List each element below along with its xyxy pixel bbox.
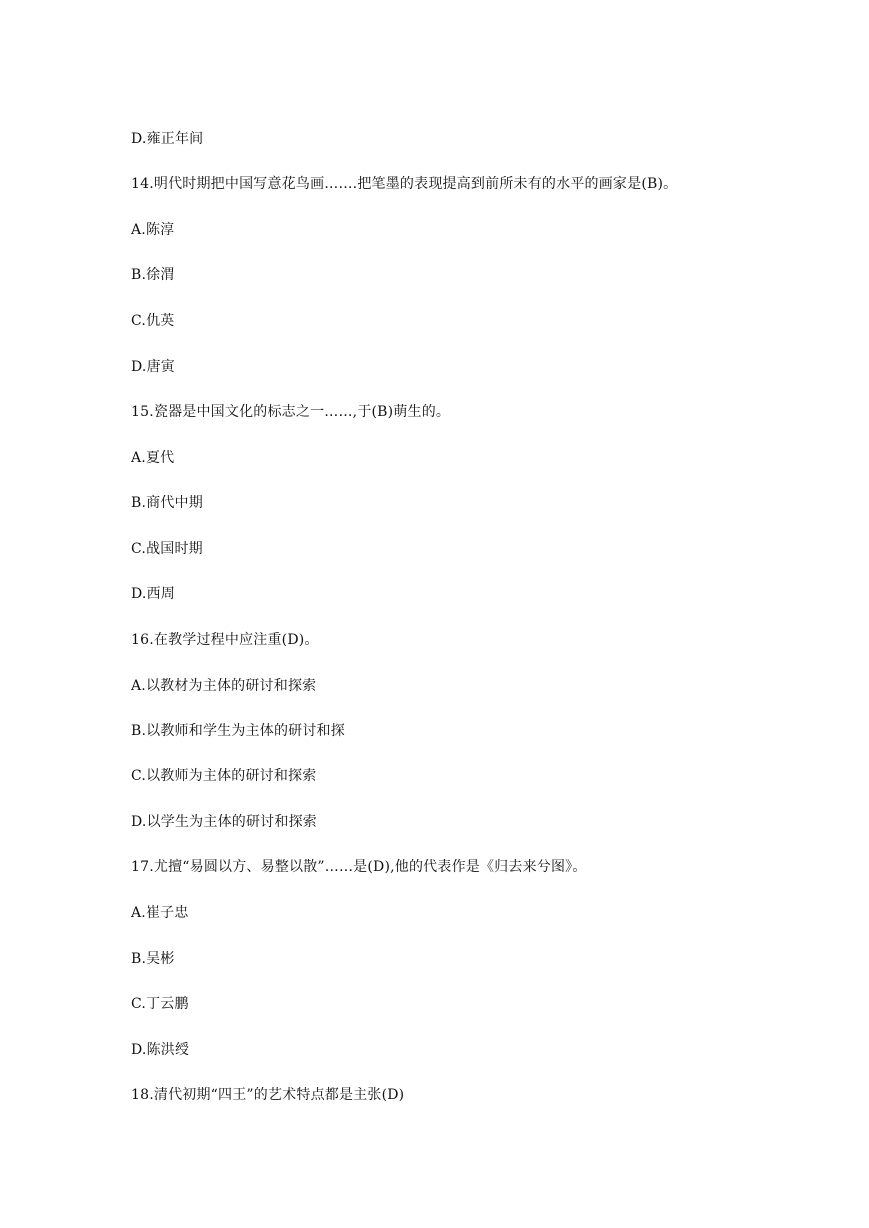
question-17: 17.尤擅“易圆以方、易整以散”……是(D),他的代表作是《归去来兮图》。 [131, 859, 587, 875]
question-16: 16.在教学过程中应注重(D)。 [131, 632, 319, 648]
answer-option-17d: D.陈洪绶 [131, 1042, 190, 1058]
answer-option-14d: D.唐寅 [131, 359, 175, 375]
answer-option-16d: D.以学生为主体的研讨和探索 [131, 814, 317, 830]
answer-option-16c: C.以教师为主体的研讨和探索 [131, 768, 317, 784]
answer-option-14b: B.徐渭 [131, 267, 175, 283]
answer-option-14a: A.陈淳 [131, 222, 175, 238]
answer-option-15d: D.西周 [131, 586, 175, 602]
question-15: 15.瓷器是中国文化的标志之一……,于(B)萌生的。 [131, 404, 451, 420]
answer-option-15a: A.夏代 [131, 450, 175, 466]
answer-option-17c: C.丁云鹏 [131, 996, 189, 1012]
answer-option-15c: C.战国时期 [131, 541, 203, 557]
answer-option-17a: A.崔子忠 [131, 905, 189, 921]
answer-option-14c: C.仇英 [131, 313, 175, 329]
answer-option-15b: B.商代中期 [131, 495, 203, 511]
question-18: 18.清代初期“四王”的艺术特点都是主张(D) [131, 1087, 405, 1103]
answer-option-17b: B.吴彬 [131, 951, 175, 967]
answer-option-16b: B.以教师和学生为主体的研讨和探 [131, 723, 345, 739]
question-14: 14.明代时期把中国写意花鸟画…….把笔墨的表现提高到前所未有的水平的画家是(B)。 [131, 176, 678, 192]
answer-option-16a: A.以教材为主体的研讨和探索 [131, 678, 317, 694]
answer-option-13d: D.雍正年间 [131, 131, 204, 147]
